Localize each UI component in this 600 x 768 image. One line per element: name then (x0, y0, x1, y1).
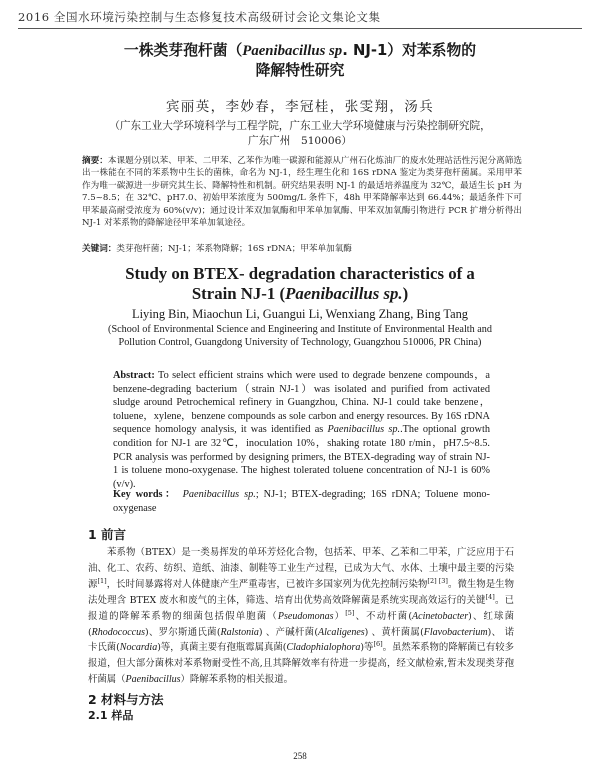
chinese-title (40, 41, 560, 81)
genus-name: Paenibacillus (125, 674, 181, 686)
body-text: ) 、黄杆菌属( (364, 626, 424, 638)
body-text: )、红球菌( (88, 610, 514, 638)
body-text: ) 、产碱杆菌( (258, 626, 318, 638)
body-text: )、罗尔斯通氏菌( (145, 626, 221, 638)
chinese-affiliation (60, 119, 540, 148)
body-text: )、 诺卡氏菌( (88, 626, 515, 654)
chinese-title-line2: 降解特性研究 (255, 62, 345, 79)
body-text: 苯系物（BTEX）是一类易挥发的单环芳烃化合物，包括苯、甲苯、乙苯和二甲苯，广泛应用于石油、化工、农药、纺织、造纸、油漆、制鞋等工业生产过程，已成为大气、水体、土壤中最主要的污染源 (88, 547, 514, 590)
chinese-keywords (82, 242, 522, 254)
chinese-title-part: 一株类芽孢杆菌（ (123, 42, 243, 59)
english-authors: Liying Bin, Miaochun Li, Guangui Li, Wenxiang Zhang, Bing Tang (132, 307, 468, 321)
chinese-title-line1 (40, 41, 560, 61)
citation: [1] (97, 576, 107, 585)
citation: [6] (373, 640, 383, 649)
body-text: ）降解苯系物的相关报道。 (180, 674, 294, 686)
section-heading-introduction: 1 前言 (88, 527, 127, 542)
chinese-affiliation-line2: 广东广州 510006） (247, 134, 352, 147)
english-title-part: Strain NJ-1 ( (191, 284, 286, 303)
chinese-keywords-text: 类芽孢杆菌；NJ-1；苯系物降解；16S rDNA；甲苯单加氧酶 (116, 244, 352, 254)
chinese-keywords-label: 关键词： (82, 244, 117, 254)
citation: [5] (345, 608, 355, 617)
english-title-line2 (40, 284, 560, 304)
page-number: 258 (293, 751, 307, 761)
english-title (40, 264, 560, 304)
body-text: )等 (360, 642, 374, 654)
chinese-affiliation-line1: （广东工业大学环境科学与工程学院，广东工业大学环境健康与污染控制研究院， (109, 120, 491, 132)
english-affiliation: (School of Environmental Science and Engineering and Institute of Environmental Health and Pollution Control, Guangdong University of Technology, Guangzhou 510006, PR China) (108, 324, 492, 349)
english-title-species: Paenibacillus sp. (285, 284, 403, 303)
genus-name: Pseudomonas (277, 610, 334, 622)
chinese-title-part: . NJ-1）对苯系物的 (342, 42, 477, 59)
english-keywords-text: ; NJ-1; BTEX-degrading; 16S rDNA; Toluene mono-oxygenase (113, 489, 490, 514)
genus-name: Alcaligenes (318, 626, 365, 638)
english-title-part: ) (402, 284, 409, 303)
english-abstract-text: To select efficient strains which were used to degrade benzene compounds，a benzene-degrading bacterium（strain NJ-1）was isolated and purified from activated sludge around Petrochemical refinery in Guangzhou, China. NJ-1 could take benzene，toluene，xylene，benzene compounds as sole carbon and energy resources. By 16S rDNA sequence homology analysis, it was identified as (113, 370, 491, 436)
chinese-title-species: Paenibacillus sp (242, 43, 343, 59)
genus-name: Rhodococcus (91, 626, 145, 638)
body-text: ，长时间暴露将对人体健康产生严重毒害，已被许多国家列为优先控制污染物 (106, 578, 428, 590)
genus-name: Flavobacterium (423, 626, 488, 638)
section-heading-materials-methods: 2 材料与方法 (88, 692, 164, 707)
english-abstract-species: Paenibacillus sp. (327, 424, 401, 436)
english-abstract-label: Abstract: (113, 370, 155, 381)
body-text: 。微生物是生物法处理含 BTEX 废水和废气的主体，筛选、培育出优势高效降解菌是系统实现高效运行的关键 (88, 578, 514, 606)
english-abstract-text: .The optional growth condition for NJ-1 are 32℃，inoculation 10%，shaking rotate 180 r/min，pH7.5~8.5. PCR analysis was performed by designing primers, the BTEX-degrading way of strain NJ-1 is toluene mono-oxygenase. The highest tolerated toluene concentration of NJ-1 is 60% (v/v). (113, 424, 490, 490)
body-text: 、不动杆菌( (354, 610, 413, 622)
running-header: 2016 全国水环境污染控制与生态修复技术高级研讨会论文集论文集 (18, 9, 582, 29)
chinese-abstract-text: 本课题分别以苯、甲苯、二甲苯、乙苯作为唯一碳源和能源从广州石化炼油厂的废水处理站活性污泥分离筛选出一株能在不同的苯系物中生长的菌株，命名为 NJ-1，经生理生化和 16S rDNA 鉴定为类芽孢杆菌属。采用甲苯作为唯一碳源进一步研究其生长、降解特性和机制。研究结果表明 NJ-1 的最适培养温度为 32℃，最适生长 pH 为 7.5~8.5；在 32℃、pH7.0、初始甲苯浓度为 500mg/L 条件下，48h 甲苯降解率达到 66.44%；最适条件下可甲苯最高耐受浓度为 60%(v/v)；通过设计苯双加氧酶和甲苯单加氧酶、甲苯双加氧酶引物进行 PCR 扩增分析得出 NJ-1 对苯系物的降解途径甲苯单加氧途径。 (82, 156, 522, 229)
genus-name: Nocardia (119, 642, 158, 654)
body-text: 。已报道的降解苯系物的细菌包括假单胞菌（ (88, 594, 514, 622)
introduction-paragraph (88, 545, 514, 688)
english-keywords-label: Key words： (113, 489, 178, 500)
body-text: 。虽然苯系物的降解菌已有较多报道，但大部分菌株对苯系物耐受性不高,且其降解效率有待进一步提高，经文献检索,暂未发现类芽孢杆菌属（ (88, 642, 514, 686)
english-keywords (113, 488, 490, 515)
genus-name: Acinetobacter (412, 610, 469, 622)
english-abstract (113, 369, 490, 491)
citation: [2] [3] (427, 576, 448, 585)
chinese-authors: 宾丽英，李妙春，李冠桂，张雯翔，汤兵 (165, 99, 435, 115)
subsection-heading-samples: 2.1 样品 (88, 709, 134, 722)
genus-name: Cladophialophora (286, 642, 361, 654)
genus-name: Ralstonia (220, 626, 259, 638)
english-title-line1: Study on BTEX- degradation characteristics of a (125, 264, 475, 283)
english-keywords-species: Paenibacillus sp. (182, 489, 256, 500)
body-text: )等，真菌主要有孢瓶霉属真菌( (157, 642, 287, 654)
citation: [4] (485, 592, 495, 601)
chinese-abstract-label: 摘要： (82, 156, 108, 166)
body-text: ） (333, 610, 346, 622)
chinese-abstract (82, 155, 522, 229)
introduction-body (88, 545, 514, 688)
